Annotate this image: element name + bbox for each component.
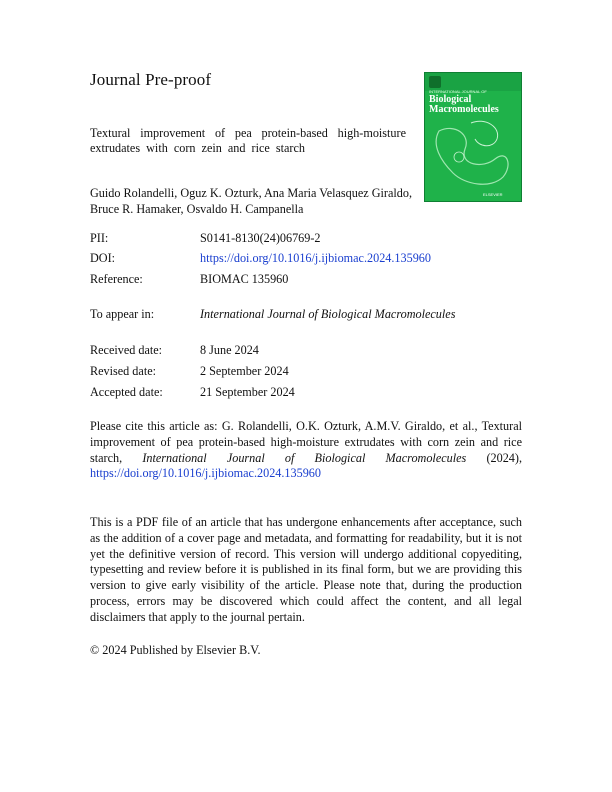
journal-cover-image <box>424 72 522 202</box>
meta-row-reference <box>90 272 530 288</box>
notice-paragraph: This is a PDF file of an article that has undergone enhancements after acceptance, such as the addition of a cover page and metadata, and formatting for readability, but it is not yet the definitive version of record. This version will undergo additional copyediting, typesetting and review before it is published in its final form, but we are providing this version to give early visibility of the article. Please note that, during the production process, errors may be discovered which could affect the content, and all legal disclaimers that apply to the journal pertain. <box>90 515 522 624</box>
meta-row-received <box>90 343 530 359</box>
meta-row-revised <box>90 364 530 380</box>
citation-text: Please cite this article as: G. Rolandelli, O.K. Ozturk, A.M.V. Giraldo, et al., Textural improvement of pea protein-based high-moisture extrudates with corn zein and rice starch, <box>90 419 522 465</box>
citation-year: (2024), <box>466 450 522 465</box>
reference-value: BIOMAC 135960 <box>200 272 289 286</box>
citation-journal: International Journal of Biological Macromolecules <box>142 450 467 465</box>
citation-doi-link[interactable]: https://doi.org/10.1016/j.ijbiomac.2024.135960 <box>90 466 321 481</box>
page-header-title: Journal Pre-proof <box>90 70 212 89</box>
pii-label: PII: <box>90 231 109 245</box>
revised-label: Revised date: <box>90 364 156 378</box>
doi-link[interactable]: https://doi.org/10.1016/j.ijbiomac.2024.135960 <box>200 251 431 265</box>
cover-journal-name-line1: Biological <box>429 94 472 105</box>
received-value: 8 June 2024 <box>200 343 259 357</box>
cover-illustration-icon <box>425 73 521 201</box>
meta-row-pii <box>90 231 530 247</box>
accepted-value: 21 September 2024 <box>200 385 295 399</box>
article-authors <box>90 186 420 217</box>
received-label: Received date: <box>90 343 163 357</box>
cover-brand-label: ELSEVIER <box>483 192 503 197</box>
cover-journal-name-line2: Macromolecules <box>429 104 499 115</box>
meta-row-doi <box>90 251 530 267</box>
accepted-label: Accepted date: <box>90 385 163 399</box>
citation-paragraph <box>90 419 522 482</box>
authors-line: Bruce R. Hamaker, Osvaldo H. Campanella <box>90 201 304 216</box>
to-appear-label: To appear in: <box>90 307 155 321</box>
meta-row-accepted <box>90 385 530 401</box>
reference-label: Reference: <box>90 272 143 286</box>
article-title: Textural improvement of pea protein-based high-moisture extrudates with corn zein and rice starch <box>90 126 406 155</box>
authors-line: Guido Rolandelli, Oguz K. Ozturk, Ana Maria Velasquez Giraldo, <box>90 186 412 200</box>
revised-value: 2 September 2024 <box>200 364 289 378</box>
doi-label: DOI: <box>90 251 116 265</box>
cover-small-label: INTERNATIONAL JOURNAL OF <box>429 89 487 94</box>
to-appear-value: International Journal of Biological Macromolecules <box>200 307 456 321</box>
pii-value: S0141-8130(24)06769-2 <box>200 231 321 245</box>
meta-row-to-appear <box>90 307 530 323</box>
copyright-notice: © 2024 Published by Elsevier B.V. <box>90 643 261 657</box>
